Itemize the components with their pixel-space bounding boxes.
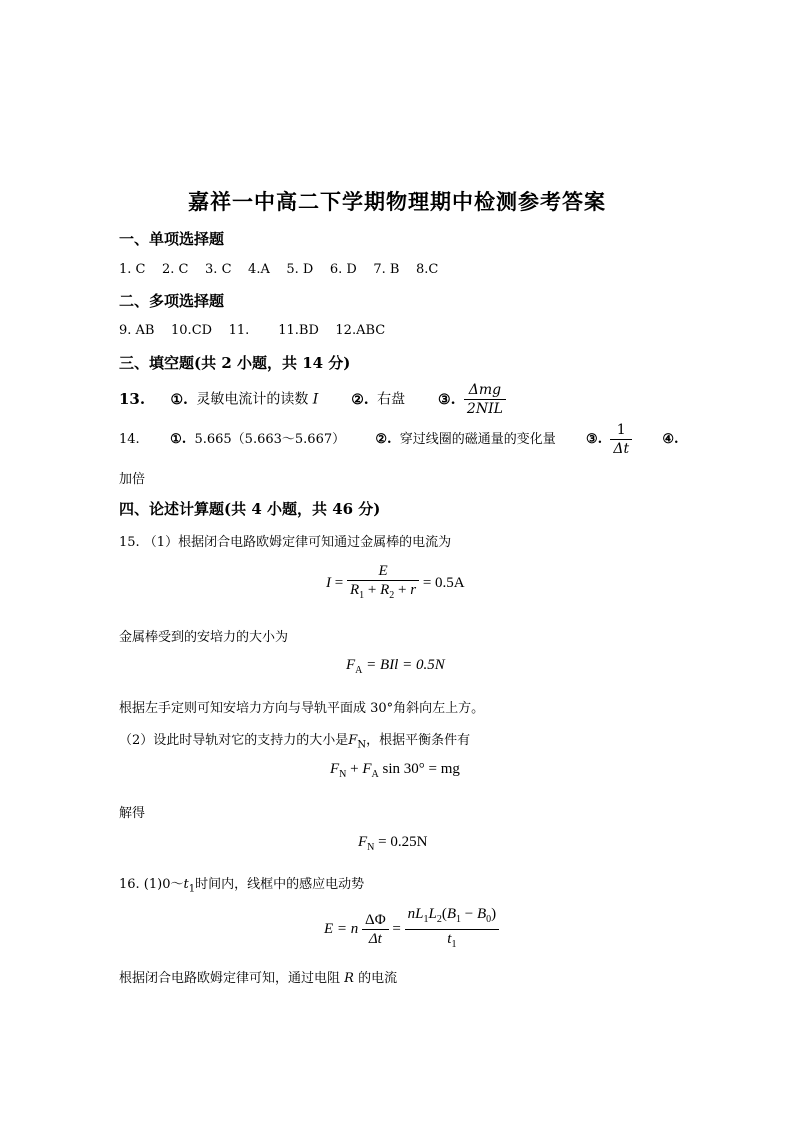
answer-9: 9. AB — [119, 323, 155, 338]
fraction-numerator: E — [347, 562, 419, 581]
equation-emf-fraction-2 — [405, 905, 500, 954]
section-heading-single-choice: 一、单项选择题 — [119, 230, 225, 248]
q13-answer-1-var: I — [312, 391, 319, 408]
fraction-denominator: $t_1$ — [447, 931, 457, 950]
question-13-number: 13. — [119, 389, 146, 408]
section-heading-fill-blank: 三、填空题(共 2 小题，共 14 分) — [119, 354, 351, 372]
answer-3: 3. C — [205, 262, 232, 277]
line-ampere-force: 金属棒受到的安培力的大小为 — [119, 630, 289, 645]
equation-current: I = $\frac{E}{R_1 + R_2 + r}$ = 0.5A — [326, 562, 465, 605]
q13-answer-2: 右盘 — [377, 391, 406, 408]
fraction-denominator: Δt — [613, 441, 630, 457]
fraction-numerator: $nL_1L_2(B_1 - B_0)$ — [405, 905, 500, 930]
equation-emf-fraction-1 — [362, 911, 389, 948]
equation-balance: $F_N + F_A$ sin 30° = mg — [330, 761, 460, 780]
line-current-through-r — [119, 967, 397, 986]
blank-marker-1: ①. — [170, 391, 188, 408]
answer-1: 1. C — [119, 262, 146, 277]
blank-marker-1: ①. — [170, 432, 187, 447]
answer-6: 6. D — [329, 262, 357, 277]
equation-support-force: $F_N = 0.25N$ — [358, 834, 428, 853]
fraction-denominator: 2NIL — [466, 401, 503, 417]
fraction-numerator: ΔΦ — [362, 911, 389, 930]
line-current-tail: 的电流 — [358, 971, 398, 986]
blank-marker-2: ②. — [351, 391, 369, 408]
answer-12: 12.ABC — [335, 323, 386, 338]
line-current-var: R — [344, 971, 354, 986]
q15-part2-tail: ，根据平衡条件有 — [366, 733, 471, 748]
q14-answer-3-fraction — [610, 421, 632, 458]
q14-answer-2: 穿过线圈的磁通量的变化量 — [399, 432, 556, 447]
fraction-numerator: Δmg — [464, 381, 506, 400]
answer-8: 8.C — [416, 262, 439, 277]
q16-intro-text: 16. (1)0～ — [119, 877, 184, 892]
q15-part2-text: （2）设此时导轨对它的支持力的大小是 — [119, 733, 349, 748]
equation-current-fraction — [347, 562, 419, 605]
answer-2: 2. C — [162, 262, 189, 277]
q16-intro-tail: 时间内，线框中的感应电动势 — [195, 877, 365, 892]
fraction-denominator: Δt — [368, 931, 382, 947]
equation-balance-tail: sin 30° = mg — [382, 761, 460, 777]
fraction-denominator: $R_1 + R_2 + r$ — [349, 582, 417, 601]
line-solve: 解得 — [119, 806, 146, 821]
fraction-numerator: 1 — [610, 421, 632, 440]
q16-intro: 16. $(1)0\sim t_1$时间内，线框中的感应电动势 — [119, 877, 365, 895]
question-14-number: 14. — [119, 432, 140, 447]
equation-support-force-result: = 0.25N — [378, 834, 428, 850]
q13-answer-1: 灵敏电流计的读数 — [196, 391, 309, 408]
answer-10: 10.CD — [171, 323, 213, 338]
multi-choice-answers — [119, 323, 385, 338]
equation-ampere-force-rhs: = BIl = 0.5N — [366, 657, 445, 673]
q15-intro: 15. （1）根据闭合电路欧姆定律可知通过金属棒的电流为 — [119, 535, 452, 550]
answer-4: 4.A — [248, 262, 270, 277]
page-title: 嘉祥一中高二下学期物理期中检测参考答案 — [188, 189, 606, 214]
line-force-direction: 根据左手定则可知安培力方向与导轨平面成 30°角斜向左上方。 — [119, 701, 485, 716]
blank-marker-2: ②. — [375, 432, 392, 447]
answer-11b: 11.BD — [278, 323, 319, 338]
section-heading-calculation: 四、论述计算题(共 4 小题，共 46 分) — [119, 500, 381, 518]
question-14 — [119, 421, 683, 458]
equation-emf: E = n $\frac{\Delta\Phi}{\Delta t}$ = $\frac{nL_1L_2(B_1 - B_0)}{t_1}$ — [324, 905, 499, 954]
line-current-text: 根据闭合电路欧姆定律可知，通过电阻 — [119, 971, 341, 986]
question-13 — [119, 381, 506, 418]
equation-emf-lhs: E = n — [324, 921, 359, 937]
q15-part2: （2）设此时导轨对它的支持力的大小是$F_N$，根据平衡条件有 — [119, 733, 471, 751]
q14-answer-1: 5.665（5.663～5.667） — [194, 432, 346, 447]
blank-marker-3: ③. — [586, 432, 603, 447]
equation-ampere-force: $F_A$ = BIl = 0.5N — [346, 657, 445, 676]
equation-current-result: = 0.5A — [422, 575, 465, 591]
answer-7: 7. B — [373, 262, 400, 277]
blank-marker-3: ③. — [438, 391, 456, 408]
section-heading-multi-choice: 二、多项选择题 — [119, 292, 225, 310]
answer-5: 5. D — [286, 262, 314, 277]
q14-answer-4: 加倍 — [119, 472, 146, 487]
single-choice-answers — [119, 262, 438, 277]
q13-answer-3-fraction — [464, 381, 506, 418]
blank-marker-4: ④. — [662, 432, 679, 447]
answer-11: 11. — [228, 323, 250, 338]
